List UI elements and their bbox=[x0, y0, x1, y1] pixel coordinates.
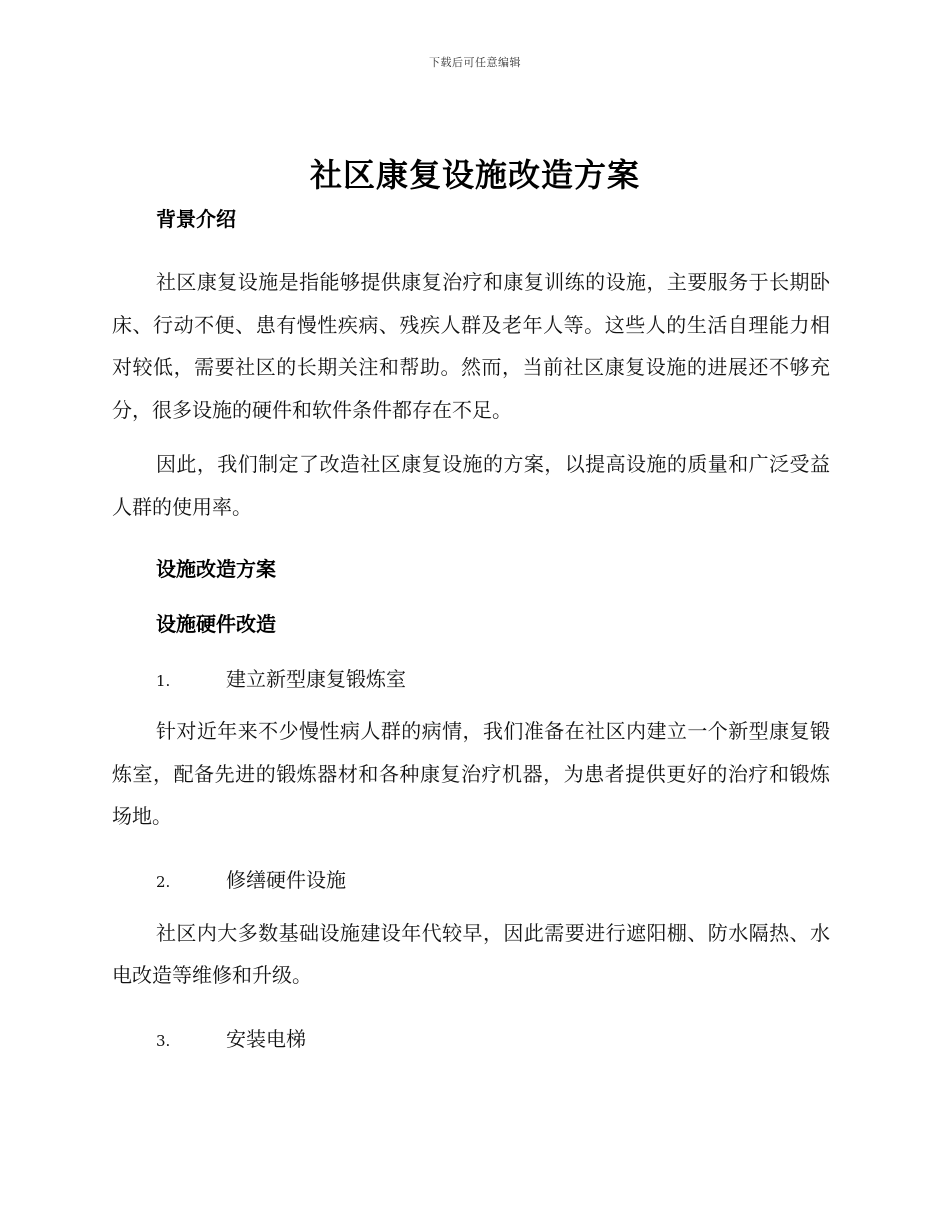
list-item-1 bbox=[112, 664, 830, 696]
list-item-title: 修缮硬件设施 bbox=[226, 867, 346, 892]
header-note: 下载后可任意编辑 bbox=[429, 56, 521, 69]
plan-heading: 设施改造方案 bbox=[156, 557, 276, 581]
list-number: 1. bbox=[156, 672, 171, 690]
list-number: 3. bbox=[156, 1031, 171, 1050]
background-paragraph-1: 社区康复设施是指能够提供康复治疗和康复训练的设施，主要服务于长期卧床、行动不便、患有慢性疾病、残疾人群及老年人等。这些人的生活自理能力相对较低，需要社区的长期关注和帮助。然而，当前社区康复设施的进展还不够充分，很多设施的硬件和软件条件都存在不足。 bbox=[112, 270, 830, 422]
list-number: 2. bbox=[156, 872, 171, 891]
item-1-description: 针对近年来不少慢性病人群的病情，我们准备在社区内建立一个新型康复锻炼室，配备先进的锻炼器材和各种康复治疗机器，为患者提供更好的治疗和锻炼场地。 bbox=[112, 719, 830, 828]
background-heading: 背景介绍 bbox=[156, 207, 236, 231]
document-title: 社区康复设施改造方案 bbox=[309, 156, 640, 194]
document-body bbox=[112, 204, 830, 1056]
list-item-title: 安装电梯 bbox=[226, 1026, 306, 1051]
list-item-3 bbox=[112, 1024, 830, 1056]
hardware-heading: 设施硬件改造 bbox=[156, 612, 276, 636]
list-item-title: 建立新型康复锻炼室 bbox=[226, 667, 406, 691]
background-paragraph-2: 因此，我们制定了改造社区康复设施的方案，以提高设施的质量和广泛受益人群的使用率。 bbox=[112, 452, 830, 519]
list-item-2 bbox=[112, 865, 830, 897]
item-2-description: 社区内大多数基础设施建设年代较早，因此需要进行遮阳棚、防水隔热、水电改造等维修和升级。 bbox=[112, 920, 830, 987]
